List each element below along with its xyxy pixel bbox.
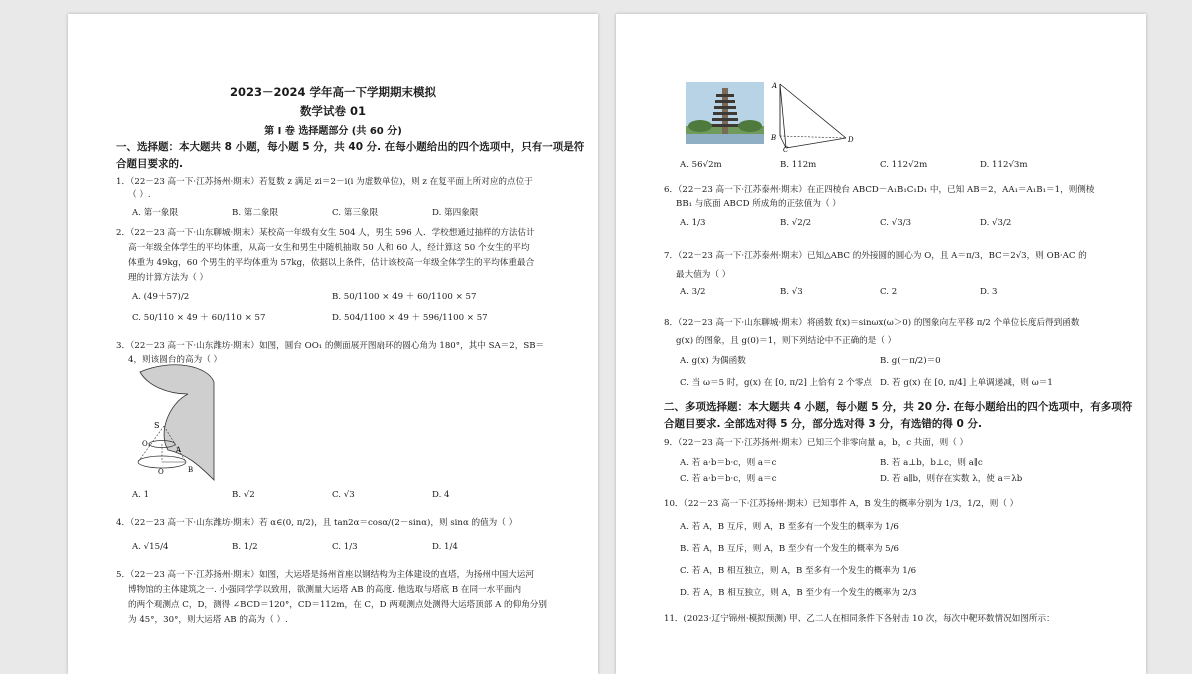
fig-label-o1: O₁ xyxy=(142,440,151,448)
q9-option-c: C. 若 a·b＝b·c，则 a＝c xyxy=(680,474,777,484)
q5-text-cont1: 博物馆的主体建筑之一. 小强同学学以致用，欲测量大运塔 AB 的高度. 他选取与塔底 B 在同一水平面内 xyxy=(128,585,522,595)
q2-text-cont1: 高一年级全体学生的平均体重，从高一女生和男生中随机抽取 50 人和 60 人，经计算这 50 个女生的平均 xyxy=(128,243,530,253)
fig-label-a: A xyxy=(176,446,182,454)
q1-text: 1．（22－23 高一下·江苏扬州·期末）若复数 z 满足 zi＝2－i(i 为虚数单位)，则 z 在复平面上所对应的点位于 xyxy=(116,177,533,187)
q5-option-d: D. 112√3m xyxy=(980,160,1028,170)
q10-text: 10．（22－23 高一下·江苏扬州·期末）已知事件 A，B 发生的概率分别为 1/3，1/2，则（ ） xyxy=(664,499,1019,509)
q9-text: 9．（22－23 高一下·江苏扬州·期末）已知三个非零向量 a，b，c 共面，则（ ） xyxy=(664,438,969,448)
q5-text-cont2: 的两个观测点 C，D，测得 ∠BCD＝120°，CD＝112m，在 C，D 两观测点处测得大运塔顶部 A 的仰角分别 xyxy=(128,600,547,610)
q6-text-cont: BB₁ 与底面 ABCD 所成角的正弦值为（ ） xyxy=(676,199,841,209)
q1-text-cont: （ ）. xyxy=(128,190,151,200)
q7-option-a: A. 3/2 xyxy=(680,287,706,297)
q10-option-a: A. 若 A，B 互斥，则 A，B 至多有一个发生的概率为 1/6 xyxy=(680,522,899,532)
q5-option-b: B. 112m xyxy=(780,160,817,170)
document-page-1 xyxy=(68,14,598,674)
fig-label-o: O xyxy=(158,468,164,476)
q8-text-cont: g(x) 的图象，且 g(0)＝1，则下列结论中不正确的是（ ） xyxy=(676,336,897,346)
q8-option-a: A. g(x) 为偶函数 xyxy=(680,356,746,366)
q10-option-b: B. 若 A，B 互斥，则 A，B 至少有一个发生的概率为 5/6 xyxy=(680,544,899,554)
q3-text-cont: 4，则该圆台的高为（ ） xyxy=(128,355,223,365)
q9-option-a: A. 若 a·b＝b·c，则 a＝c xyxy=(680,458,777,468)
tower-photo xyxy=(686,82,764,144)
q9-option-d: D. 若 a∥b，则存在实数 λ，使 a＝λb xyxy=(880,474,1023,484)
document-page-2 xyxy=(616,14,1146,674)
q3-option-b: B. √2 xyxy=(232,490,255,500)
q4-option-b: B. 1/2 xyxy=(232,542,258,552)
diagram-label-c: C xyxy=(783,146,789,152)
q10-option-d: D. 若 A，B 相互独立，则 A，B 至少有一个发生的概率为 2/3 xyxy=(680,588,917,598)
q8-text: 8．（22－23 高一下·山东聊城·期末）将函数 f(x)＝sinωx(ω＞0) 的图象向左平移 π/2 个单位长度后得到函数 xyxy=(664,318,1080,328)
q7-option-c: C. 2 xyxy=(880,287,898,297)
q8-option-b: B. g(－π/2)＝0 xyxy=(880,356,941,366)
q2-option-d: D. 504/1100 × 49 ＋ 596/1100 × 57 xyxy=(332,313,488,323)
q11-text: 11．(2023·辽宁锦州·模拟预测) 甲、乙二人在相同条件下各射击 10 次，每次中靶环数情况如图所示： xyxy=(664,614,1055,624)
q1-option-a: A. 第一象限 xyxy=(132,208,179,218)
q2-text: 2．（22－23 高一下·山东聊城·期末）某校高一年级有女生 504 人，男生 596 人．学校想通过抽样的方法估计 xyxy=(116,228,535,238)
q1-option-d: D. 第四象限 xyxy=(432,208,479,218)
fig-label-b: B xyxy=(188,466,194,474)
q8-option-c: C. 当 ω＝5 时，g(x) 在 [0, π/2] 上恰有 2 个零点 xyxy=(680,378,873,388)
q6-option-b: B. √2/2 xyxy=(780,218,812,228)
q10-option-c: C. 若 A，B 相互独立，则 A，B 至多有一个发生的概率为 1/6 xyxy=(680,566,917,576)
q2-option-c: C. 50/110 × 49 ＋ 60/110 × 57 xyxy=(132,313,266,323)
q2-text-cont2: 体重为 49kg，60 个男生的平均体重为 57kg，依据以上条件，估计该校高一年级全体学生的平均体重最合 xyxy=(128,258,535,268)
q5-text: 5．（22－23 高一下·江苏扬州·期末）如图，大运塔是扬州首座以钢结构为主体建设的直塔，为扬州中国大运河 xyxy=(116,570,534,580)
q7-text: 7．（22－23 高一下·江苏泰州·期末）已知△ABC 的外接圆的圆心为 O，且 A＝π/3，BC＝2√3，则 OB·AC 的 xyxy=(664,251,1087,261)
section2-heading-cont: 合题目要求. 全部选对得 5 分，部分选对得 3 分，有选错的得 0 分. xyxy=(664,418,982,430)
diagram-label-b: B xyxy=(771,134,777,142)
section1-heading-cont: 合题目要求的. xyxy=(116,158,183,170)
exam-subtitle: 数学试卷 01 xyxy=(299,104,366,118)
section1-heading: 一、选择题：本大题共 8 小题，每小题 5 分，共 40 分. 在每小题给出的四个选项中，只有一项是符 xyxy=(116,141,585,153)
q7-text-cont: 最大值为（ ） xyxy=(676,270,731,280)
q2-option-b: B. 50/1100 × 49 ＋ 60/1100 × 57 xyxy=(332,292,477,302)
fig-label-s: S xyxy=(154,421,160,430)
q1-option-c: C. 第三象限 xyxy=(332,208,379,218)
q6-option-d: D. √3/2 xyxy=(980,218,1012,228)
q3-text: 3．（22－23 高一下·山东潍坊·期末）如图，圆台 OO₁ 的侧面展开图扇环的圆心角为 180°，其中 SA＝2，SB＝ xyxy=(116,341,545,351)
q2-option-a: A. (49＋57)/2 xyxy=(132,292,190,302)
q5-option-a: A. 56√2m xyxy=(680,160,722,170)
q9-option-b: B. 若 a⊥b，b⊥c，则 a∥c xyxy=(880,458,983,468)
diagram-label-d: D xyxy=(848,136,854,144)
exam-title: 2023－2024 学年高一下学期期末模拟 xyxy=(229,85,437,99)
q5-option-c: C. 112√2m xyxy=(880,160,928,170)
q6-option-c: C. √3/3 xyxy=(880,218,912,228)
q4-option-a: A. √15/4 xyxy=(132,542,169,552)
q3-option-c: C. √3 xyxy=(332,490,355,500)
part-title: 第 I 卷 选择题部分 (共 60 分) xyxy=(264,126,402,137)
q4-option-c: C. 1/3 xyxy=(332,542,358,552)
frustum-figure xyxy=(128,364,248,486)
q7-option-b: B. √3 xyxy=(780,287,803,297)
section2-heading: 二、多项选择题：本大题共 4 小题，每小题 5 分，共 20 分. 在每小题给出的四个选项中，有多项符 xyxy=(664,401,1133,413)
q4-option-d: D. 1/4 xyxy=(432,542,458,552)
diagram-label-a: A xyxy=(772,82,778,90)
q6-text: 6．（22－23 高一下·江苏泰州·期末）在正四棱台 ABCD－A₁B₁C₁D₁ 中，已知 AB＝2，AA₁＝A₁B₁＝1，则侧棱 xyxy=(664,185,1095,195)
q6-option-a: A. 1/3 xyxy=(680,218,706,228)
q3-option-a: A. 1 xyxy=(132,490,150,500)
q7-option-d: D. 3 xyxy=(980,287,998,297)
q8-option-d: D. 若 g(x) 在 [0, π/4] 上单调递减，则 ω＝1 xyxy=(880,378,1053,388)
q1-option-b: B. 第二象限 xyxy=(232,208,279,218)
q4-text: 4．（22－23 高一下·山东潍坊·期末）若 α∈(0, π/2)，且 tan2α＝cosα/(2－sinα)，则 sinα 的值为（ ） xyxy=(116,518,518,528)
q5-text-cont3: 为 45°，30°，则大运塔 AB 的高为（ ）. xyxy=(128,615,288,625)
tower-diagram xyxy=(768,80,858,152)
q3-option-d: D. 4 xyxy=(432,490,450,500)
q2-text-cont3: 理的计算方法为（ ） xyxy=(128,273,209,283)
